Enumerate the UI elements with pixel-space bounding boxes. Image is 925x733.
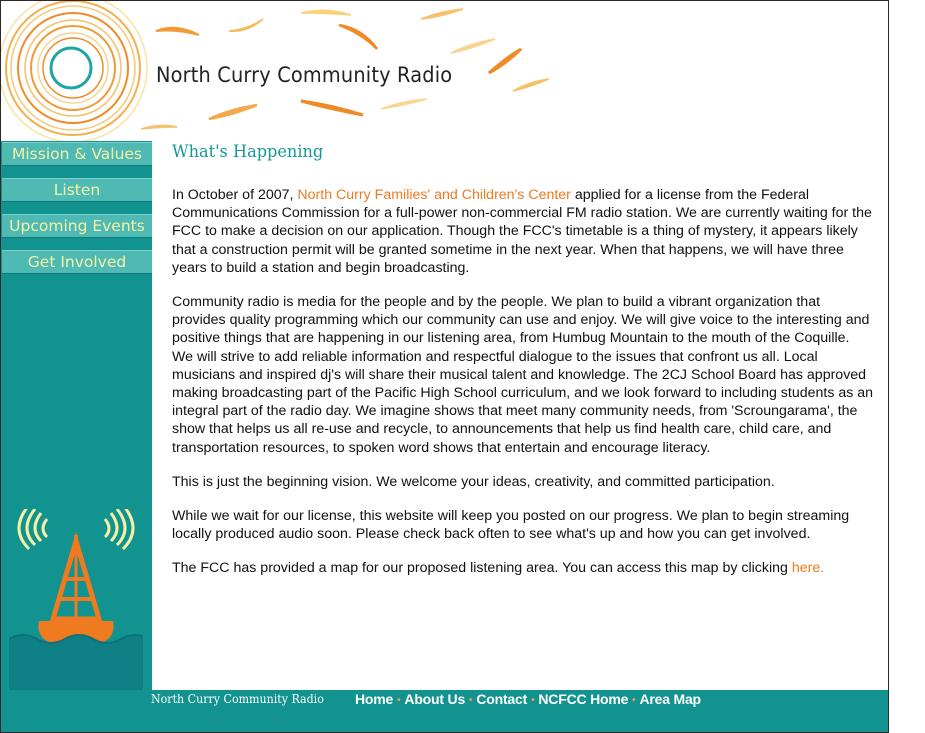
footer-link-contact[interactable]: Contact [476,691,528,707]
main-content [172,141,874,578]
paragraph-text: applied for a license from the Federal Communications Commission for a full-power non-commercial FM radio station. We are currently waiting for the FCC to make a decision on our application. Though the FCC's timetable is a thing of mystery, it appears likely that a construction permit will be granted sometime in the next year. When that happens, we will have three years to build a station and begin broadcasting. [172,187,872,276]
separator-dot: • [397,695,401,706]
paragraph-vision: This is just the beginning vision. We welcome your ideas, creativity, and committed participation. [172,473,775,490]
footer-link-ncfcc-home[interactable]: NCFCC Home [538,691,629,707]
nav-mission-values[interactable]: Mission & Values [2,143,152,165]
paragraph-map [172,559,874,577]
site-title: North Curry Community Radio [156,63,453,87]
nav-listen[interactable]: Listen [2,179,152,201]
footer-link-about-us[interactable]: About Us [404,691,466,707]
footer-nav [355,691,701,707]
footer-link-area-map[interactable]: Area Map [639,691,701,707]
radio-buoy-icon [9,509,143,693]
nav-upcoming-events[interactable]: Upcoming Events [2,215,152,237]
separator-dot: • [531,695,535,706]
paragraph-license-wait: While we wait for our license, this website will keep you posted on our progress. We plan to begin streaming locally produced audio soon. Please check back often to see what's up and how you can get involved. [172,508,850,543]
paragraph-community-radio: Community radio is media for the people and by the people. We plan to build a vibrant organization that provides quality programming which our community can use and enjoy. We will give voice to the interesting and positive things that are happening in our listening area, from Humbug Mountain to the mouth of the Coquille. We will strive to add reliable information and respectful dialogue to the issues that confront us all. Local musicians and inspired dj's will share their musical talent and knowledge. The 2CJ School Board has approved making broadcasting part of the Pacific High School curriculum, and we look forward to including students as an integral part of the radio day. We imagine shows that meet many community needs, from 'Scroungarama', the show that helps us all re-use and recycle, to announcements that help us find health care, child care, and transportation resources, to spoken word shows that entertain and encourage literacy. [172,294,874,456]
footer-title: North Curry Community Radio [151,692,324,706]
paragraph-intro [172,186,874,277]
map-here-link[interactable]: here. [791,560,825,577]
nav-get-involved[interactable]: Get Involved [2,251,152,273]
footer-link-home[interactable]: Home [355,691,394,707]
site-footer [1,690,888,732]
separator-dot: • [469,695,473,706]
paragraph-text: The FCC has provided a map for our proposed listening area. You can access this map by clicking [172,560,792,577]
ncfcc-link[interactable]: North Curry Families' and Children's Center [297,187,571,203]
separator-dot: • [632,695,636,706]
paragraph-text: In October of 2007, [172,187,298,203]
site-header [1,1,888,141]
page-title: What's Happening [172,142,324,162]
sidebar [1,141,152,693]
